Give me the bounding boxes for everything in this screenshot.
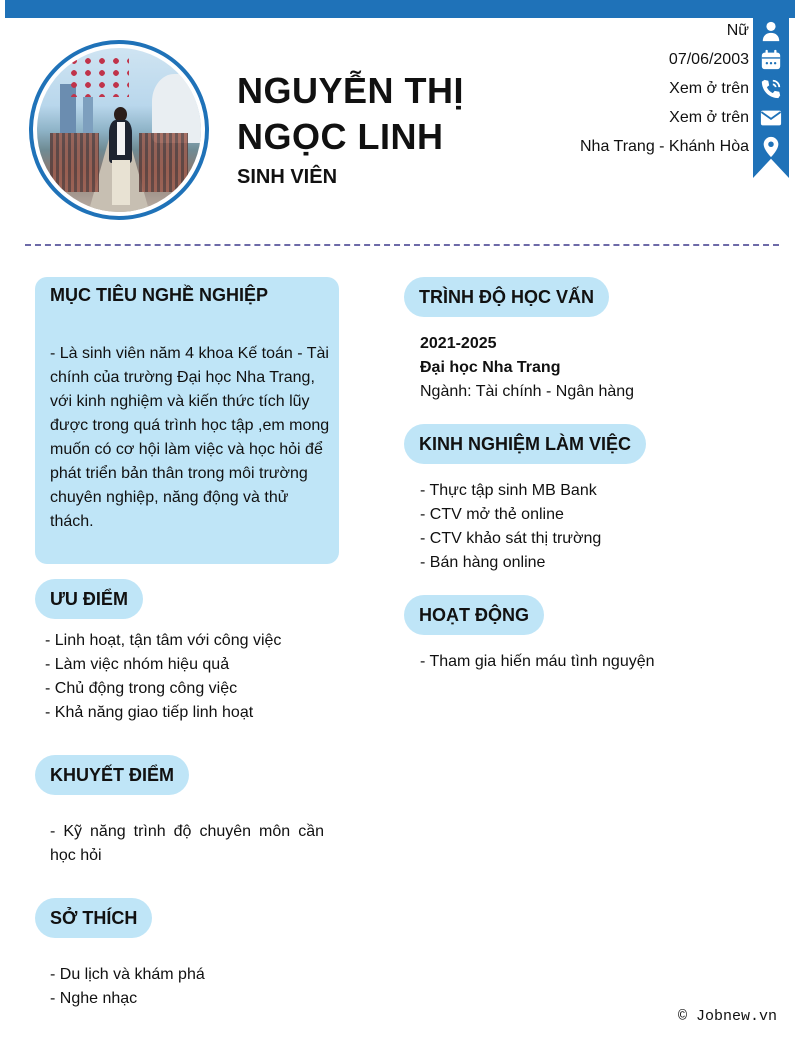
list-item: - Bán hàng online	[420, 554, 546, 571]
section-title-hobbies: SỞ THÍCH	[35, 898, 152, 938]
mail-icon	[759, 106, 783, 130]
section-title-education: TRÌNH ĐỘ HỌC VẤN	[404, 277, 609, 317]
section-title-experience: KINH NGHIỆM LÀM VIỆC	[404, 424, 646, 464]
list-item: - Tham gia hiến máu tình nguyện	[420, 653, 655, 670]
top-accent-bar	[5, 0, 795, 18]
education-school: Đại học Nha Trang	[420, 359, 561, 376]
education-years: 2021-2025	[420, 335, 497, 352]
weaknesses-text: - Kỹ năng trình độ chuyên môn cần học hỏi	[50, 823, 324, 864]
list-item: - CTV mở thẻ online	[420, 506, 564, 523]
strengths-list	[45, 629, 281, 725]
section-title-objective: MỤC TIÊU NGHỀ NGHIỆP	[50, 285, 269, 305]
section-title-activities: HOẠT ĐỘNG	[404, 595, 544, 635]
list-item: - CTV khảo sát thị trường	[420, 530, 602, 547]
contact-icon-ribbon	[753, 18, 789, 178]
list-item: - Nghe nhạc	[50, 990, 138, 1007]
list-item: - Thực tập sinh MB Bank	[420, 482, 597, 499]
phone-value: Xem ở trên	[669, 80, 749, 97]
location-pin-icon	[759, 135, 783, 159]
contact-info	[580, 18, 749, 163]
list-item: - Khả năng giao tiếp linh hoạt	[45, 704, 254, 721]
gender-value: Nữ	[726, 22, 749, 39]
list-item: - Linh hoạt, tận tâm với công việc	[45, 632, 282, 649]
education-major: Ngành: Tài chính - Ngân hàng	[420, 383, 635, 400]
section-title-strengths: ƯU ĐIỂM	[35, 579, 143, 619]
avatar	[29, 40, 209, 220]
person-icon	[759, 19, 783, 43]
header-divider	[25, 244, 779, 246]
name-line-1: NGUYỄN THỊ	[237, 70, 465, 111]
calendar-icon	[759, 48, 783, 72]
experience-list	[420, 479, 601, 575]
copyright-footer: © Jobnew.vn	[677, 1008, 777, 1025]
birthdate-value: 07/06/2003	[668, 51, 749, 68]
avatar-photo	[37, 48, 201, 212]
activities-list	[420, 650, 655, 674]
list-item: - Làm việc nhóm hiệu quả	[45, 656, 230, 673]
address-value: Nha Trang - Khánh Hòa	[580, 138, 749, 155]
objective-text: - Là sinh viên năm 4 khoa Kế toán - Tài chính của trường Đại học Nha Trang, với kinh nghiệm và kiến thức tích lũy được trong quá trình học tập ,em mong muốn có cơ hội làm việc và học hỏi để phát triển bản thân trong môi trường chuyên nghiệp, năng động và thử thách.	[50, 345, 330, 530]
career-objective-section	[35, 277, 339, 564]
candidate-name	[237, 68, 464, 160]
phone-icon	[759, 77, 783, 101]
education-details	[420, 332, 634, 404]
job-title: SINH VIÊN	[237, 166, 338, 188]
section-title-weaknesses: KHUYẾT ĐIỂM	[35, 755, 189, 795]
name-line-2: NGỌC LINH	[237, 116, 444, 157]
list-item: - Chủ động trong công việc	[45, 680, 238, 697]
list-item: - Du lịch và khám phá	[50, 966, 205, 983]
email-value: Xem ở trên	[669, 109, 749, 126]
hobbies-list	[50, 963, 205, 1011]
